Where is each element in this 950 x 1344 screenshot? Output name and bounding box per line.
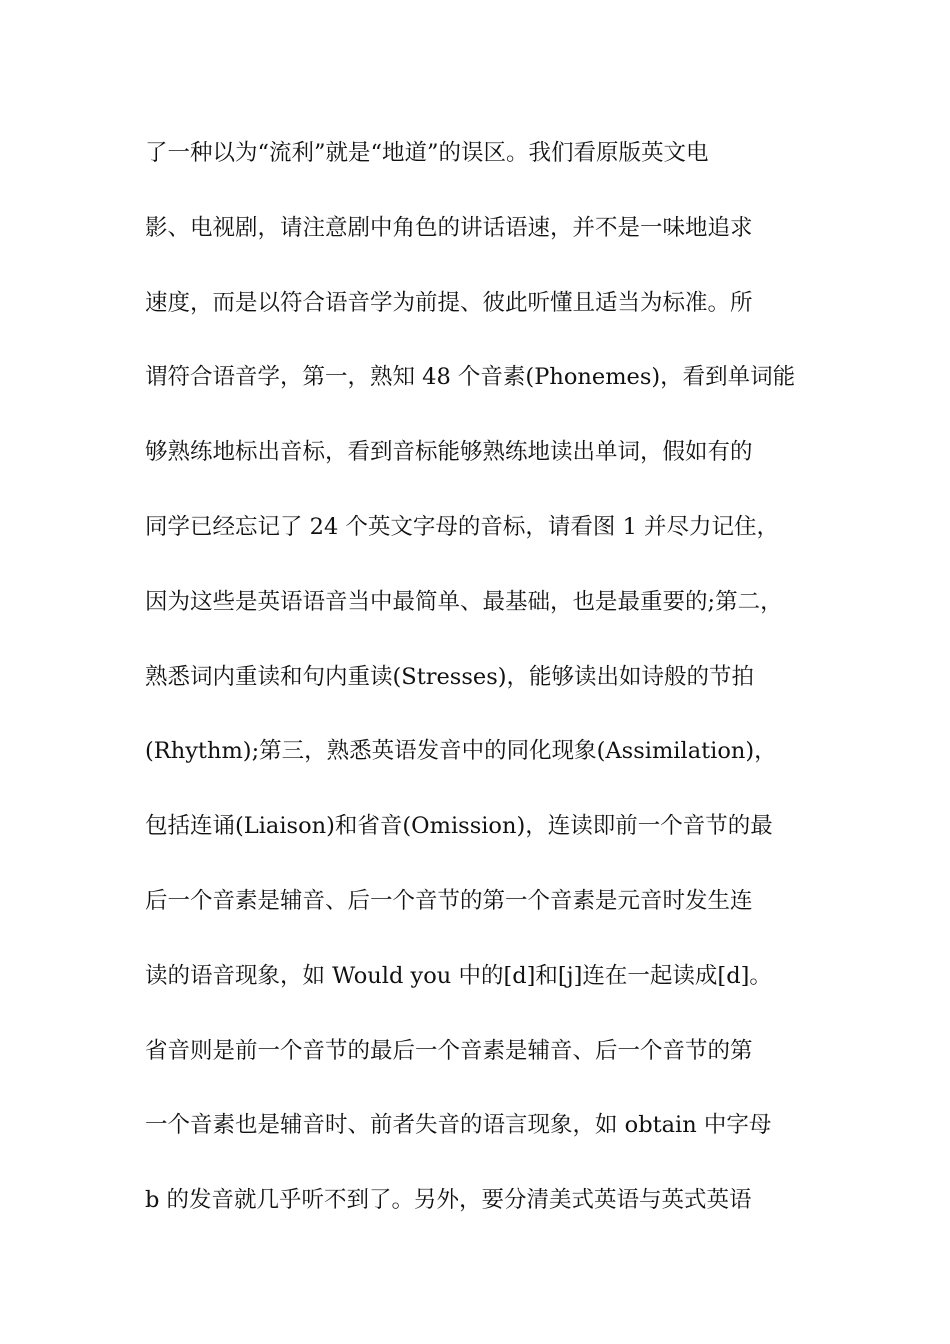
text-line-15: b 的发音就几乎听不到了。另外，要分清美式英语与英式英语 [145, 1187, 752, 1214]
text-line-4: 谓符合语音学，第一，熟知 48 个音素(Phonemes)，看到单词能 [145, 364, 796, 391]
text-line-12: 读的语音现象，如 Would you 中的[d]和[j]连在一起读成[d]。 [145, 962, 772, 989]
text-line-11: 后一个音素是辅音、后一个音节的第一个音素是元音时发生连 [145, 887, 753, 914]
text-line-1: 了一种以为“流利”就是“地道”的误区。我们看原版英文电 [145, 140, 709, 166]
body-text [145, 131, 845, 1253]
text-line-8: 熟悉词内重读和句内重读(Stresses)，能够读出如诗般的节拍 [145, 663, 755, 690]
text-line-5: 够熟练地标出音标，看到音标能够熟练地读出单词，假如有的 [145, 439, 753, 466]
text-line-10: 包括连诵(Liaison)和省音(Omission)，连读即前一个音节的最 [145, 813, 773, 840]
text-line-3: 速度，而是以符合语音学为前提、彼此听懂且适当为标准。所 [145, 289, 753, 316]
text-line-7: 因为这些是英语语音当中最简单、最基础，也是最重要的;第二， [145, 588, 783, 615]
text-line-6: 同学已经忘记了 24 个英文字母的音标，请看图 1 并尽力记住， [145, 513, 780, 540]
text-line-2: 影、电视剧，请注意剧中角色的讲话语速，并不是一味地追求 [145, 214, 753, 241]
text-line-9: (Rhythm);第三，熟悉英语发音中的同化现象(Assimilation)， [145, 738, 777, 765]
text-line-14: 一个音素也是辅音时、前者失音的语言现象，如 obtain 中字母 [145, 1112, 772, 1139]
text-line-13: 省音则是前一个音节的最后一个音素是辅音、后一个音节的第 [145, 1037, 753, 1064]
